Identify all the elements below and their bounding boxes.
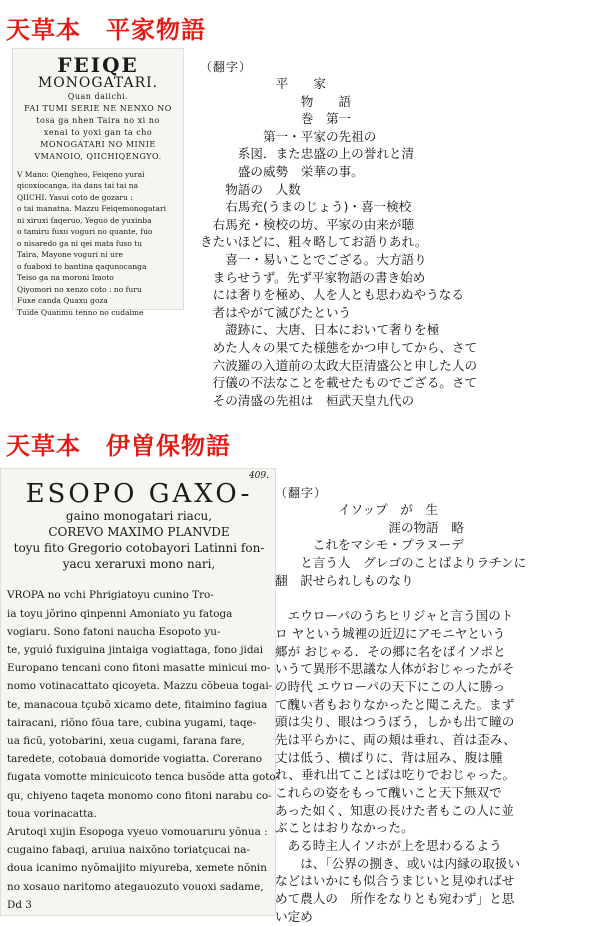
scan-page-number: 409. [248, 471, 269, 481]
scan-body-line: vogiaru. Sono fatoni naucha Esopoto yu- [7, 625, 221, 638]
scan-header-lines [7, 508, 271, 572]
scan-header-line: VMANOIO, QIICHIQENGYO. [34, 151, 162, 161]
scan-body-text [7, 586, 280, 914]
transcription-line [275, 589, 575, 607]
transcription-line: 者はやがて滅びたという [200, 304, 352, 320]
transcription-line: 平 家 [200, 76, 326, 91]
scan-title: ESOPO GAXO- [25, 479, 253, 509]
transcription-line: は、「公界の捌き、或いは内縁の取扱い [275, 855, 521, 871]
transcription-line: 六波羅の入道前の太政大臣清盛公と申した人の [200, 357, 478, 373]
transcription-line: て醜い者もおりなかったと聞こえた。まず [275, 696, 515, 712]
transcription-label: （翻字） [200, 60, 253, 74]
transcription-line: 先は平らかに、両の頬は垂れ、首は歪み、 [275, 731, 516, 747]
transcription-line: ロ ヤという城裡の近辺にアモニヤという [275, 625, 506, 641]
transcription-line: 右馬充(うまのじょう)・喜一検校 [200, 199, 412, 215]
scan-body-line: o fuaboxi to bantina qaqunocanga [17, 261, 147, 271]
transcription-line: めた人々の果てた様態をかつ申してから、さて [200, 339, 478, 355]
scan-body-line: cugaino fabaqi, aruiua naixŏno toriatçucai na- [7, 844, 250, 857]
scan-body-line: o tamiru fuxu voguri no quante, fuo [17, 227, 153, 237]
scan-subtitle: MONOGATARI. [37, 75, 159, 91]
transcription-line: れ、垂れ出てことばは吃りでおじゃった。 [275, 767, 516, 783]
scan-body-line: ni xiruxi faqeruo, Yeguo de yuxinba [17, 215, 152, 225]
scan-body-line: nomo votinacattato qicoyeta. Mazzu cŏbeua togai- [7, 680, 273, 693]
section-title-heike: 天草本 平家物語 [6, 16, 206, 44]
heike-transcription [200, 58, 530, 409]
transcription-line: これをマシモ・プラヌーデ [275, 537, 464, 553]
scan-body-line: o nisaredo ga ni qei mata fuso tu [17, 238, 143, 248]
scan-body-text [17, 169, 179, 319]
scan-body-line: o tai manatna. Mazzu Feiqemonogatari [17, 204, 166, 214]
transcription-line: と言う人 グレゴのことばよりラチンに [275, 555, 527, 571]
scan-body-line: ia toyu jŏrino qinpenni Amoniato yu fatoga [7, 607, 233, 620]
transcription-line: これらの姿をもって醜いこと天下無双で [275, 785, 502, 800]
section-title-esopo: 天草本 伊曽保物語 [6, 432, 231, 460]
scan-body-line: doua icanimo nyŏmaijito miyureba, xemete nŏnin [7, 862, 267, 875]
scan-header-line: gaino monogatari riacu, [65, 509, 213, 524]
transcription-line: 巻 第一 [200, 111, 352, 127]
transcription-line: い定め [275, 908, 313, 924]
transcription-line: 喜一・易いことでござる。大方語り [200, 251, 427, 267]
transcription-line: 郷が おじゃる．その郷に名をばイソポと [275, 643, 506, 659]
scan-body-line: VROPA no vchi Phrigiatoyu cunino Tro- [7, 589, 214, 602]
transcription-line: いうて異形不思議な人体がおじゃったがそ [275, 661, 515, 677]
scan-header-lines [17, 91, 179, 163]
scan-body-line: tairacani, riŏno fŏua tare, cubina yugami, taqe- [7, 716, 257, 729]
transcription-line: 右馬充・検校の坊、平家の由来が聴 [200, 216, 415, 232]
scan-body-line: te, yguió fuxiguina jintaiga vogiattaga, fono jidai [7, 643, 264, 656]
scan-header-line: toyu fito Gregorio cotobayori Latinni fon- [13, 541, 265, 556]
scan-header-line: Quan daiichi. [67, 91, 129, 101]
transcription-line: 物語の 人数 [200, 181, 301, 197]
scan-body-line: Arutoqi xujin Esopoga vyeuo vomouaruru yŏnua : [7, 825, 268, 838]
scan-body-line: V Mano: Qiengheo, Feiqeno yurai [17, 169, 145, 179]
transcription-lines [275, 501, 575, 926]
scan-header-line: FAI TUMI SERIE NE NENXO NO [24, 103, 172, 113]
transcription-line: まらせうず。先ず平家物語の書き始め [200, 269, 426, 285]
heike-scan-image [12, 48, 184, 317]
scan-body-line: Teiso ga na moroni Imoto [17, 273, 114, 283]
scan-header-line: yacu xeraruxi mono nari, [62, 557, 216, 572]
transcription-line: めて農人の 所作をなりとも宛わず」と思 [275, 891, 515, 907]
transcription-line: きたいほどに、粗々略してお語りあれ。 [200, 234, 428, 250]
scan-body-line: ua ficŭ, yotobarini, xeua cugami, farana fare, [7, 734, 245, 747]
transcription-line: 丈は低う、横ばりに、背は屈み、腹は腫 [275, 749, 503, 765]
scan-body-line: te, manacoua tçubŏ xicamo dete, fitaimino fagiua [7, 698, 268, 711]
scan-body-line: no xosauo naritomo ategauozuto vouoxi sadame, [7, 880, 264, 893]
scan-body-line: Tuide Quanmu tenno no cudaime [17, 307, 144, 317]
scan-body-line: Taira, Mayone voguri ni ure [17, 250, 123, 260]
esopo-scan-image [0, 468, 280, 916]
esopo-transcription [275, 484, 575, 926]
transcription-line: その清盛の先祖は 桓武天皇九代の [200, 392, 415, 408]
transcription-line: 證跡に、大唐、日本において奢りを極 [200, 322, 440, 338]
scan-body-line: Europano tencani cono fitoni masatte minicui mo- [7, 662, 271, 675]
transcription-label: （翻字） [275, 486, 328, 500]
scan-title: FEIQE [57, 53, 139, 77]
transcription-line: イソップ が 生 [275, 502, 439, 517]
transcription-line: 盛の威勢 栄華の事。 [200, 163, 364, 179]
scan-header-line: tosa ga nhen Taira no xi no [36, 115, 160, 125]
transcription-line: 行儀の不法なことを載せたものでござる。さて [200, 375, 478, 391]
transcription-line: 翻 訳せられしものなり [275, 572, 414, 588]
scan-header-line: MONOGATARI NO MINIE [40, 139, 156, 149]
transcription-lines [200, 75, 530, 409]
scan-body-line: fugata vomotte minicuicoto tenca busŏde atta goto- [7, 771, 280, 784]
transcription-line: には奢りを極め、人を人とも思わぬやうなる [200, 287, 464, 303]
scan-body-line: QIICHI. Yasui coto de gozaru : [17, 192, 133, 202]
transcription-line: 第一・平家の先祖の [200, 128, 377, 144]
transcription-line: の時代 エウローパの天下にこの人に勝っ [275, 678, 506, 694]
scan-body-line: Fuxe canda Quaxu goza [17, 296, 108, 306]
transcription-line: ぶことはおりなかった。 [275, 820, 414, 836]
transcription-line: ある時主人イソホが上を思わるるよう [275, 838, 502, 854]
scan-body-line: Dd 3 [7, 898, 32, 911]
transcription-line: あった如く、知恵の長けた者もこの人に並 [275, 802, 514, 818]
transcription-line: 涯の物語 略 [275, 519, 464, 535]
transcription-line: エウローパのうちヒリジャと言う国のト [275, 608, 514, 624]
scan-header-line: COREVO MAXIMO PLANVDE [48, 525, 230, 540]
scan-body-line: taredete, cotobaua domoride vogiatta. Corerano [7, 753, 263, 766]
transcription-line: 系図．また忠盛の上の誉れと清 [200, 146, 415, 162]
scan-body-line: qicoxiocanga, ita dans tai tai na [17, 181, 139, 191]
transcription-line: などはいかにも似合うまじいと見ゆればせ [275, 873, 515, 889]
transcription-line: 頭は尖り、眼はつうぼう，しかも出て瞳の [275, 714, 515, 730]
scan-body-line: qu, chiyeno taqeta monomo cono fitoni narabu co- [7, 789, 272, 802]
transcription-line: 物 語 [200, 93, 352, 109]
scan-body-line: Qiyomori no xenzo coto : no furu [17, 284, 142, 294]
scan-body-line: toua vorinacatta. [7, 807, 97, 820]
scan-header-line: xenai to yoxi gan ta cho [43, 127, 153, 137]
